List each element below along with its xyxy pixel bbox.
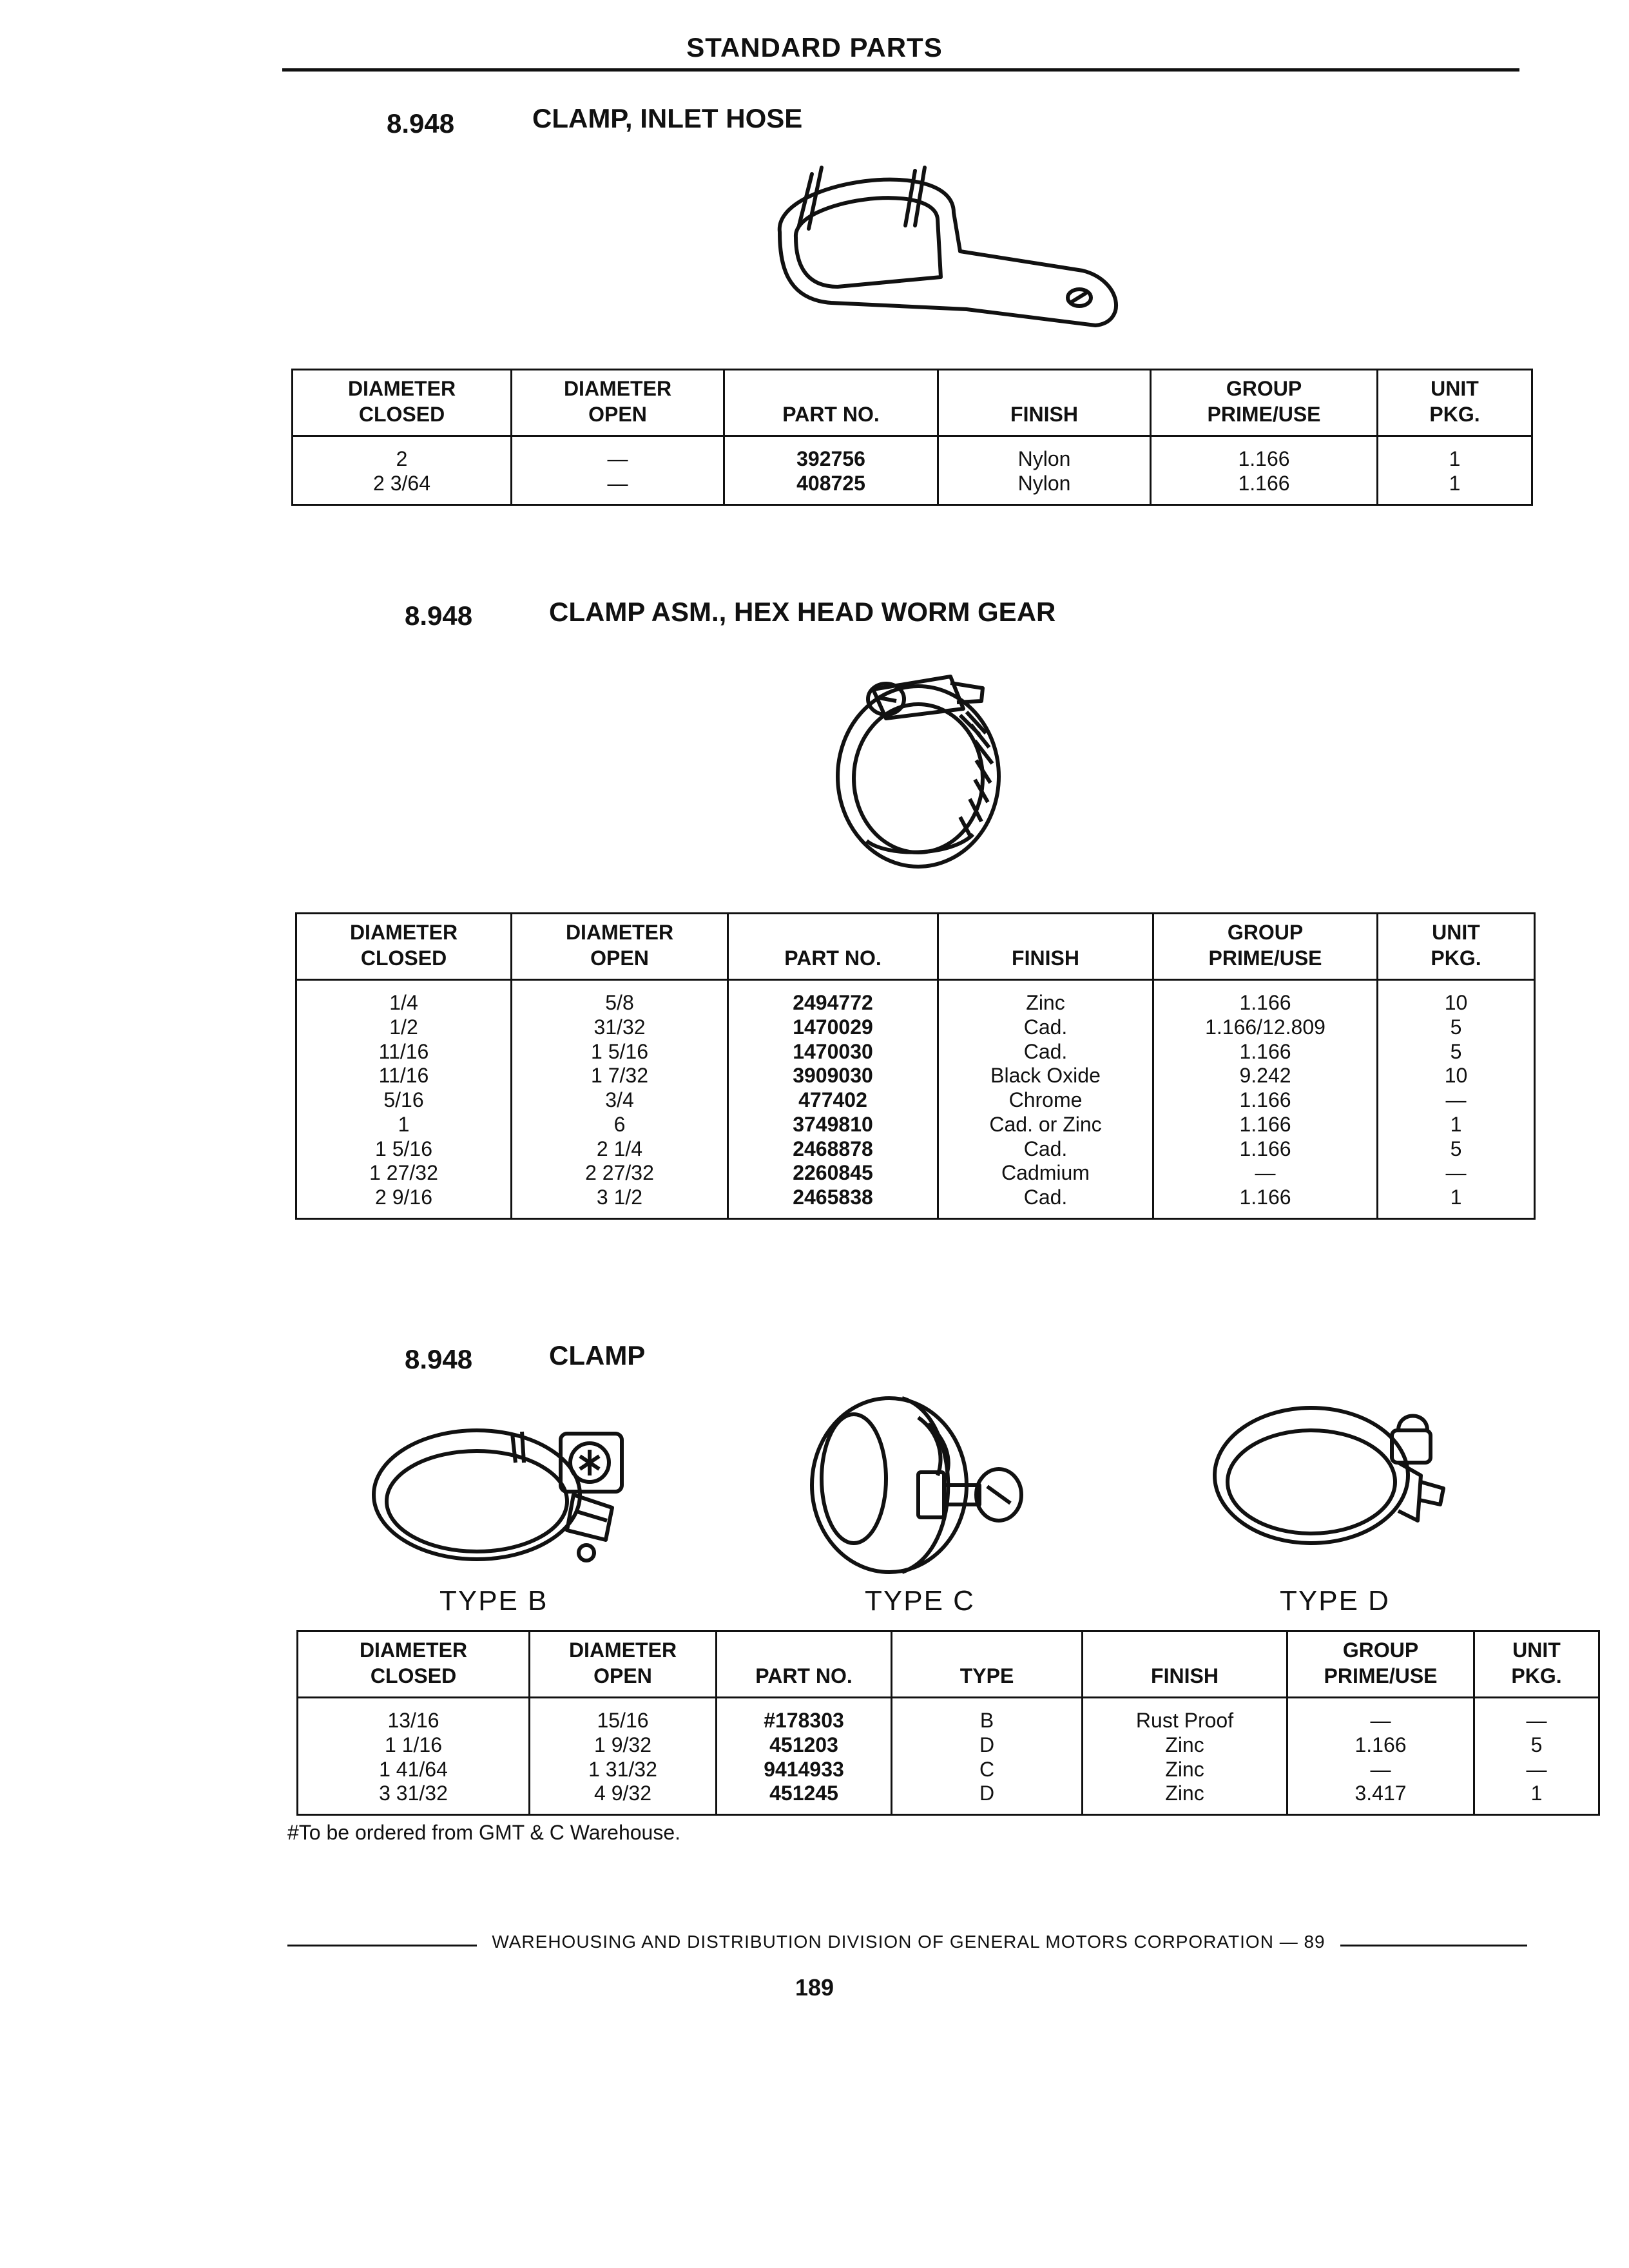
cell: 2	[293, 436, 512, 472]
cell: 1	[1378, 1186, 1535, 1218]
table-header-row	[296, 914, 1535, 980]
cell: 3749810	[728, 1113, 938, 1137]
table-row	[293, 472, 1532, 505]
cell: 1	[1378, 1113, 1535, 1137]
table-header-row	[293, 370, 1532, 436]
cell: 9.242	[1153, 1064, 1378, 1088]
cell: 15/16	[530, 1698, 717, 1733]
cell: 1 1/16	[298, 1733, 530, 1758]
cell: 1 31/32	[530, 1758, 717, 1782]
cell: 3909030	[728, 1064, 938, 1088]
table-row	[296, 1088, 1535, 1113]
table-row	[298, 1758, 1599, 1782]
cell: 1.166	[1153, 1186, 1378, 1218]
cell: 9414933	[717, 1758, 892, 1782]
type-b-label: TYPE B	[439, 1585, 548, 1617]
table-row	[296, 1113, 1535, 1137]
worm-gear-clamp-icon	[828, 664, 1021, 870]
cell: D	[892, 1782, 1083, 1814]
section-2-title: CLAMP ASM., HEX HEAD WORM GEAR	[549, 597, 1056, 627]
column-header: UNIT PKG.	[1378, 914, 1535, 980]
section-1-title: CLAMP, INLET HOSE	[532, 103, 803, 133]
cell: 13/16	[298, 1698, 530, 1733]
cell: 1	[1378, 472, 1532, 505]
cell: 1/2	[296, 1015, 512, 1040]
table-row	[296, 980, 1535, 1015]
footer-rule-left	[287, 1945, 477, 1946]
cell: 1.166	[1153, 1088, 1378, 1113]
cell: Chrome	[938, 1088, 1153, 1113]
cell: 2465838	[728, 1186, 938, 1218]
cell: 2468878	[728, 1137, 938, 1162]
cell: Nylon	[938, 472, 1151, 505]
column-header: DIAMETER OPEN	[512, 370, 724, 436]
table-row	[298, 1782, 1599, 1814]
type-d-label: TYPE D	[1280, 1585, 1390, 1617]
table-row	[296, 1015, 1535, 1040]
inlet-hose-clamp-icon	[760, 155, 1134, 341]
cell: 408725	[724, 472, 938, 505]
column-header: PART NO.	[728, 914, 938, 980]
cell: 5	[1378, 1137, 1535, 1162]
page-header-title: STANDARD PARTS	[686, 32, 943, 62]
section-3-number: 8.948	[405, 1344, 473, 1374]
cell: —	[1474, 1698, 1599, 1733]
cell: 5/16	[296, 1088, 512, 1113]
cell: 5	[1378, 1015, 1535, 1040]
cell: 5/8	[512, 980, 728, 1015]
footnote: #To be ordered from GMT & C Warehouse.	[287, 1821, 681, 1844]
column-header: UNIT PKG.	[1378, 370, 1532, 436]
cell: 5	[1474, 1733, 1599, 1758]
cell: Cad.	[938, 1186, 1153, 1218]
table-header-row	[298, 1631, 1599, 1698]
cell: 392756	[724, 436, 938, 472]
column-header: UNIT PKG.	[1474, 1631, 1599, 1698]
cell: 3.417	[1287, 1782, 1474, 1814]
cell: —	[512, 436, 724, 472]
cell: 451245	[717, 1782, 892, 1814]
cell: 1.166	[1151, 436, 1378, 472]
cell: 10	[1378, 980, 1535, 1015]
table-row	[296, 1186, 1535, 1218]
cell: 1 5/16	[296, 1137, 512, 1162]
cell: 6	[512, 1113, 728, 1137]
cell: 3 31/32	[298, 1782, 530, 1814]
cell: 2494772	[728, 980, 938, 1015]
cell: —	[1378, 1161, 1535, 1186]
cell: 1470030	[728, 1040, 938, 1064]
cell: 2 9/16	[296, 1186, 512, 1218]
column-header: DIAMETER OPEN	[512, 914, 728, 980]
cell: 1	[296, 1113, 512, 1137]
table-row	[298, 1733, 1599, 1758]
cell: 1.166/12.809	[1153, 1015, 1378, 1040]
type-c-label: TYPE C	[865, 1585, 975, 1617]
cell: 1 41/64	[298, 1758, 530, 1782]
cell: 477402	[728, 1088, 938, 1113]
cell: —	[1474, 1758, 1599, 1782]
cell: Zinc	[938, 980, 1153, 1015]
table-row	[296, 1064, 1535, 1088]
cell: 1.166	[1153, 1137, 1378, 1162]
column-header: FINISH	[938, 914, 1153, 980]
cell: 451203	[717, 1733, 892, 1758]
cell: 4 9/32	[530, 1782, 717, 1814]
cell: Cadmium	[938, 1161, 1153, 1186]
cell: 1 7/32	[512, 1064, 728, 1088]
cell: Nylon	[938, 436, 1151, 472]
cell: 1 27/32	[296, 1161, 512, 1186]
cell: 1.166	[1287, 1733, 1474, 1758]
table-row	[293, 436, 1532, 472]
cell: 1 9/32	[530, 1733, 717, 1758]
cell: Cad.	[938, 1040, 1153, 1064]
column-header: GROUP PRIME/USE	[1153, 914, 1378, 980]
type-b-clamp-icon	[367, 1398, 638, 1572]
cell: —	[1378, 1088, 1535, 1113]
cell: Zinc	[1083, 1758, 1287, 1782]
column-header: GROUP PRIME/USE	[1151, 370, 1378, 436]
table-row	[296, 1137, 1535, 1162]
cell: —	[1153, 1161, 1378, 1186]
cell: D	[892, 1733, 1083, 1758]
cell: 1.166	[1153, 980, 1378, 1015]
worm-gear-clamp-table	[295, 912, 1536, 1220]
section-1-number: 8.948	[387, 108, 455, 139]
cell: 1/4	[296, 980, 512, 1015]
section-3-title: CLAMP	[549, 1340, 646, 1370]
cell: 2 1/4	[512, 1137, 728, 1162]
cell: Zinc	[1083, 1782, 1287, 1814]
column-header: FINISH	[938, 370, 1151, 436]
column-header: DIAMETER CLOSED	[296, 914, 512, 980]
inlet-hose-clamp-table	[291, 369, 1533, 506]
clamp-types-table	[296, 1630, 1600, 1816]
cell: 1	[1378, 436, 1532, 472]
column-header: TYPE	[892, 1631, 1083, 1698]
column-header: DIAMETER CLOSED	[298, 1631, 530, 1698]
cell: 1470029	[728, 1015, 938, 1040]
cell: Rust Proof	[1083, 1698, 1287, 1733]
cell: 2260845	[728, 1161, 938, 1186]
column-header: DIAMETER CLOSED	[293, 370, 512, 436]
cell: 3 1/2	[512, 1186, 728, 1218]
column-header: DIAMETER OPEN	[530, 1631, 717, 1698]
cell: Cad.	[938, 1015, 1153, 1040]
column-header: PART NO.	[717, 1631, 892, 1698]
type-d-clamp-icon	[1205, 1385, 1463, 1566]
cell: Cad. or Zinc	[938, 1113, 1153, 1137]
cell: 11/16	[296, 1064, 512, 1088]
column-header: GROUP PRIME/USE	[1287, 1631, 1474, 1698]
table-row	[298, 1698, 1599, 1733]
cell: Cad.	[938, 1137, 1153, 1162]
cell: Zinc	[1083, 1733, 1287, 1758]
cell: C	[892, 1758, 1083, 1782]
cell: —	[512, 472, 724, 505]
column-header: PART NO.	[724, 370, 938, 436]
cell: 1.166	[1153, 1040, 1378, 1064]
cell: 11/16	[296, 1040, 512, 1064]
cell: 31/32	[512, 1015, 728, 1040]
table-row	[296, 1040, 1535, 1064]
footer-rule-right	[1340, 1945, 1527, 1946]
column-header: FINISH	[1083, 1631, 1287, 1698]
cell: #178303	[717, 1698, 892, 1733]
cell: 5	[1378, 1040, 1535, 1064]
cell: —	[1287, 1698, 1474, 1733]
cell: 1.166	[1151, 472, 1378, 505]
header-rule	[282, 68, 1519, 72]
cell: 2 27/32	[512, 1161, 728, 1186]
table-row	[296, 1161, 1535, 1186]
cell: 10	[1378, 1064, 1535, 1088]
footer-text: WAREHOUSING AND DISTRIBUTION DIVISION OF GENERAL MOTORS CORPORATION — 89	[492, 1932, 1325, 1952]
cell: 2 3/64	[293, 472, 512, 505]
cell: Black Oxide	[938, 1064, 1153, 1088]
cell: —	[1287, 1758, 1474, 1782]
cell: 1 5/16	[512, 1040, 728, 1064]
page-number: 189	[795, 1974, 834, 2001]
cell: 1	[1474, 1782, 1599, 1814]
cell: B	[892, 1698, 1083, 1733]
cell: 3/4	[512, 1088, 728, 1113]
type-c-clamp-icon	[805, 1389, 1044, 1575]
section-2-number: 8.948	[405, 601, 473, 631]
cell: 1.166	[1153, 1113, 1378, 1137]
